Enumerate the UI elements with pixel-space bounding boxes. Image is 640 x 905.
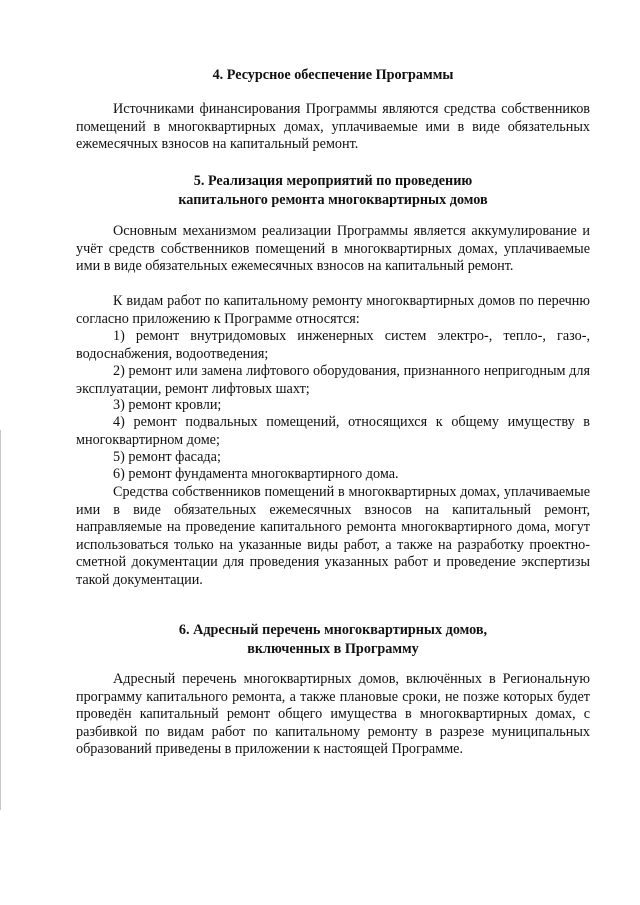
work-item-5: 5) ремонт фасада; — [113, 449, 221, 465]
section-5-paragraph-1: Основным механизмом реализации Программы является аккумулирование и учёт средств собственников помещений в многоквартирных домах, уплачиваемые ими в виде обязательных ежемесячных взносов на капитальный ремонт. — [76, 223, 590, 274]
work-item-6: 6) ремонт фундамента многоквартирного дома. — [113, 466, 399, 482]
section-5-paragraph-2: К видам работ по капитальному ремонту многоквартирных домов по перечню согласно приложению к Программе относятся: — [76, 293, 590, 327]
work-item-3: 3) ремонт кровли; — [113, 397, 222, 413]
section-4-heading: 4. Ресурсное обеспечение Программы — [212, 67, 454, 83]
work-item-2: 2) ремонт или замена лифтового оборудования, признанного непригодным для эксплуатации, ремонт лифтовых шахт; — [76, 363, 590, 397]
section-5-heading: 5. Реализация мероприятий по проведению капитального ремонта многоквартирных домов — [178, 173, 488, 208]
section-5-paragraph-3: Средства собственников помещений в многоквартирных домах, уплачиваемые ими в виде обязательных ежемесячных взносов на капитальный ремонт, направляемые на проведение капитального ремонта многоквартирного дома, могут использоваться только на указанные виды работ, а также на разработку проектно-сметной документации для проведения указанных работ и проведение экспертизы такой документации. — [76, 484, 590, 588]
section-4-text: Источниками финансирования Программы являются средства собственников помещений в многоквартирных домах, уплачиваемые ими в виде обязательных ежемесячных взносов на капитальный ремонт. — [76, 101, 590, 152]
work-item-1: 1) ремонт внутридомовых инженерных систем электро-, тепло-, газо-, водоснабжения, водоотведения; — [76, 328, 590, 362]
section-6-text: Адресный перечень многоквартирных домов, включённых в Региональную программу капитального ремонта, а также плановые сроки, не позже которых будет проведён капитальный ремонт общего имущества в многоквартирных домах, с разбивкой по видам работ по капитальному ремонту в разрезе муниципальных образований приведены в приложении к настоящей Программе. — [76, 671, 590, 757]
section-6-heading: 6. Адресный перечень многоквартирных домов, включенных в Программу — [178, 622, 488, 657]
work-item-4: 4) ремонт подвальных помещений, относящихся к общему имуществу в многоквартирном доме; — [76, 414, 590, 448]
scan-edge-line — [0, 430, 1, 810]
